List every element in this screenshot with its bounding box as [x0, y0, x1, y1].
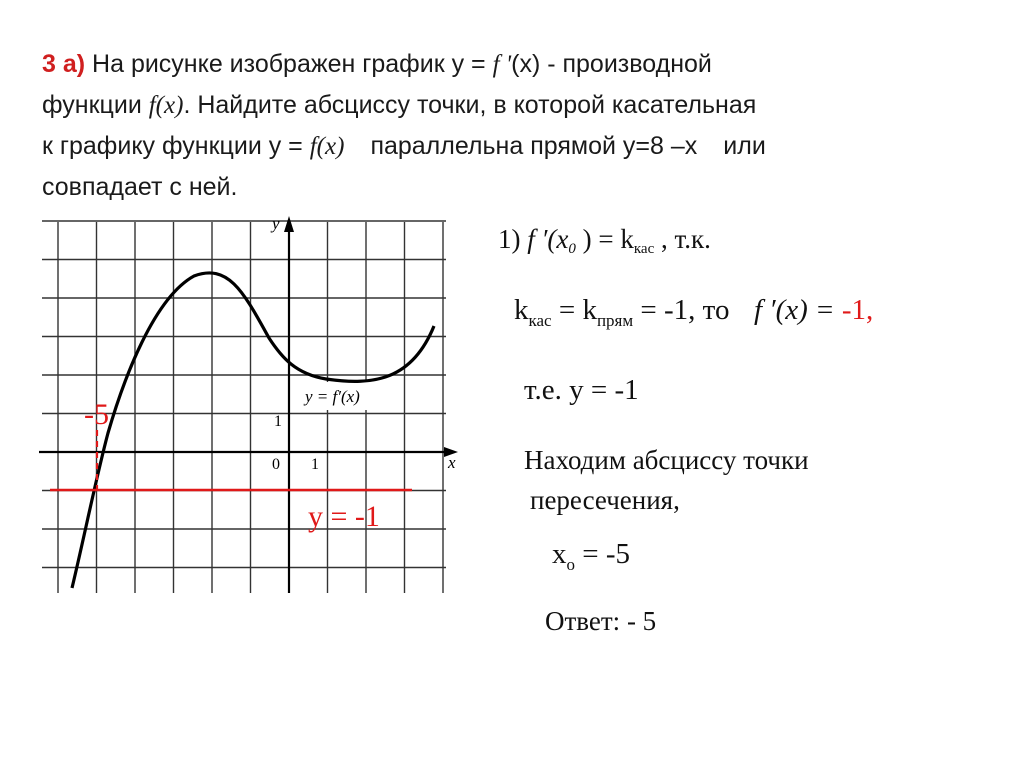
line-y-minus-1-label: y = -1	[308, 500, 380, 533]
derivative-graph	[34, 208, 462, 598]
curve-label: y = f′(x)	[305, 387, 360, 406]
x-axis-label: x	[448, 453, 456, 472]
y-tick-1: 1	[274, 413, 282, 430]
solution-step-2: $k_{кас} = k_{прям} = -1$, то f ′(x) = -1,	[514, 294, 874, 330]
problem-line-4: совпадает с ней.	[42, 173, 238, 201]
y-axis-label: y	[272, 214, 280, 233]
problem-line-1: 3 а) На рисунке изображен график y = f '(x) - производной	[42, 50, 712, 78]
problem-line-2: функции f(x). Найдите абсциссу точки, в которой касательная	[42, 91, 757, 119]
solution-step-4: Находим абсциссу точки пересечения,	[524, 445, 809, 515]
problem-line-3: к графику функции y = f(x) параллельна прямой y=8 –x или	[42, 132, 766, 160]
derivative-curve	[72, 273, 434, 588]
y-axis-arrow-icon	[284, 216, 294, 232]
solution-step-1: 1) f ′(x0 ) = kкас , т.к.	[498, 224, 711, 257]
x-minus-5-label: -5	[84, 398, 109, 431]
solution-step-3: т.е. y = -1	[524, 374, 639, 406]
solution-step-5: $x_o = -5$	[552, 538, 631, 574]
problem-statement	[42, 44, 1002, 208]
origin-label: 0	[272, 456, 280, 473]
problem-number: 3 а)	[42, 50, 86, 78]
x-tick-1: 1	[311, 456, 319, 473]
answer: Ответ: - 5	[545, 606, 657, 636]
